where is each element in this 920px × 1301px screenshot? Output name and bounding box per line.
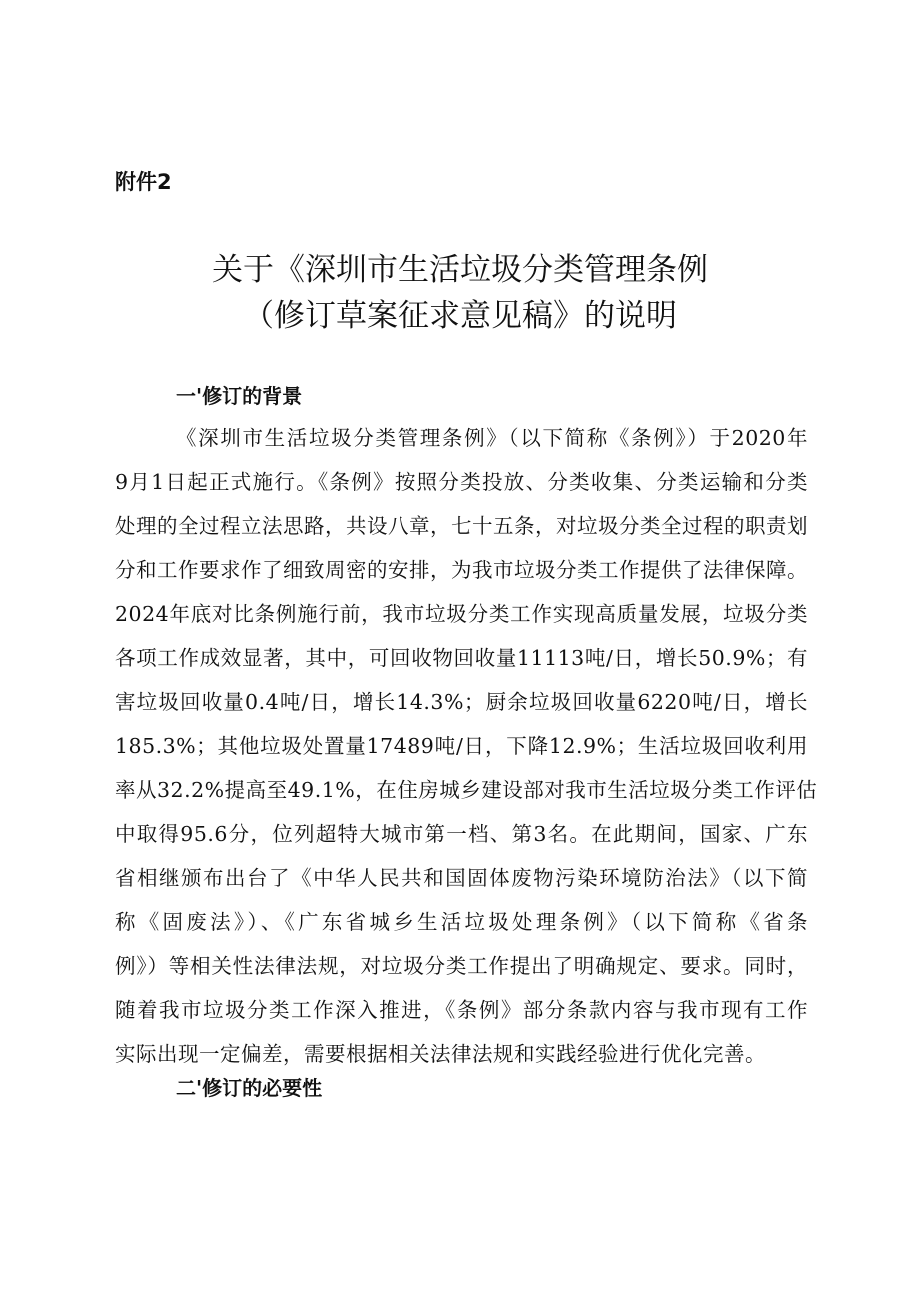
paragraph-line: 率从32.2%提高至49.1%，在住房城乡建设部对我市生活垃圾分类工作评估 [115, 778, 818, 802]
paragraph-line: 9月1日起正式施行。《条例》按照分类投放、分类收集、分类运输和分类 [115, 470, 808, 494]
document-title-line-2: （修订草案征求意见稿》的说明 [243, 298, 677, 334]
document-title-line-1: 关于《深圳市生活垃圾分类管理条例 [212, 252, 708, 288]
paragraph-line: 中取得95.6分，位列超特大城市第一档、第3名。在此期间，国家、广东 [115, 822, 808, 846]
paragraph-line: 害垃圾回收量0.4吨/日，增长14.3%；厨余垃圾回收量6220吨/日，增长 [115, 690, 808, 714]
paragraph-line: 省相继颁布出台了《中华人民共和国固体废物污染环境防治法》（以下简 [115, 866, 808, 890]
paragraph-line: 实际出现一定偏差，需要根据相关法律法规和实践经验进行优化完善。 [115, 1042, 766, 1066]
paragraph-line: 185.3%；其他垃圾处置量17489吨/日，下降12.9%；生活垃圾回收利用 [115, 734, 808, 758]
paragraph-line: 各项工作成效显著，其中，可回收物回收量11113吨/日，增长50.9%；有 [115, 646, 808, 670]
paragraph-line: 《深圳市生活垃圾分类管理条例》（以下简称《条例》）于2020年 [176, 426, 808, 450]
paragraph-line: 处理的全过程立法思路，共设八章，七十五条，对垃圾分类全过程的职责划 [115, 514, 808, 538]
paragraph-line: 2024年底对比条例施行前，我市垃圾分类工作实现高质量发展，垃圾分类 [115, 602, 808, 626]
attachment-label: 附件2 [115, 170, 172, 194]
section-heading-background: 一'修订的背景 [176, 384, 303, 408]
paragraph-line: 例》）等相关性法律法规，对垃圾分类工作提出了明确规定、要求。同时， [115, 954, 808, 978]
paragraph-line: 随着我市垃圾分类工作深入推进，《条例》部分条款内容与我市现有工作 [115, 998, 808, 1022]
paragraph-line: 称《固废法》）、《广东省城乡生活垃圾处理条例》（以下简称《省条 [115, 910, 808, 934]
paragraph-line: 分和工作要求作了细致周密的安排，为我市垃圾分类工作提供了法律保障。 [115, 558, 808, 582]
section-heading-necessity: 二'修订的必要性 [176, 1076, 323, 1100]
